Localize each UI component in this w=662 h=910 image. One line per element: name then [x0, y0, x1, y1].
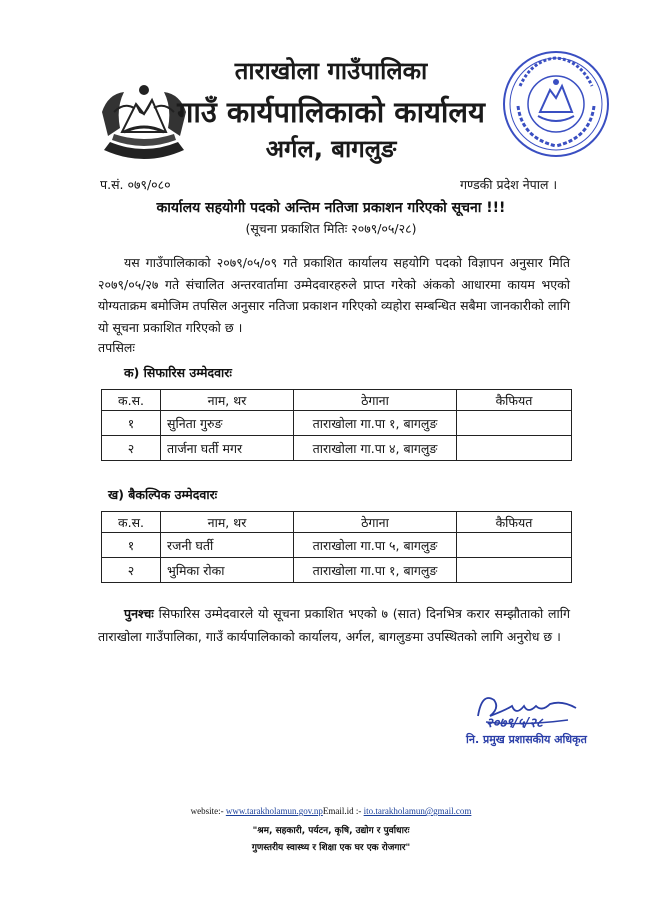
table-row: [102, 436, 572, 461]
cell-name: सुनिता गुरुङ: [161, 411, 294, 436]
office-location: अर्गल, बागलुङ: [265, 135, 397, 163]
postscript-text: सिफारिस उम्मेदवारले यो सूचना प्रकाशित भएको ७ (सात) दिनभित्र करार सम्झौताको लागि ताराखोला गाउँपालिका, गाउँ कार्यपालिकाको कार्यालय, अर्गल, बागलुङमा उपस्थितको लागि अनुरोध छ ।: [98, 606, 570, 644]
website-link[interactable]: www.tarakholamun.gov.np: [225, 806, 323, 816]
notice-published-date: (सूचना प्रकाशित मितिः २०७९/०५/२८): [245, 221, 417, 236]
cell-address: ताराखोला गा.पा ४, बागलुङ: [294, 436, 457, 461]
cell-sn: २: [102, 558, 161, 583]
col-name: नाम, थर: [161, 512, 294, 533]
signatory-designation: नि. प्रमुख प्रशासकीय अधिकृत: [466, 733, 587, 746]
recommended-table: [101, 389, 572, 461]
table-row: [102, 411, 572, 436]
col-sn: क.स.: [102, 512, 161, 533]
office-name: गाउँ कार्यपालिकाको कार्यालय: [177, 95, 485, 129]
cell-remarks: [457, 533, 572, 558]
cell-address: ताराखोला गा.पा १, बागलुङ: [294, 558, 457, 583]
cell-remarks: [457, 436, 572, 461]
email-link[interactable]: ito.tarakholamun@gmail.com: [363, 806, 472, 816]
signature-date: २०७९/५/२८: [486, 716, 543, 731]
cell-remarks: [457, 558, 572, 583]
alternate-table: [101, 511, 572, 583]
province-label: गण्डकी प्रदेश नेपाल ।: [460, 177, 558, 192]
recommended-heading: क) सिफारिस उम्मेदवारः: [124, 365, 232, 380]
website-label: website:-: [190, 806, 224, 816]
cell-sn: १: [102, 411, 161, 436]
cell-name: तार्जना घर्ती मगर: [161, 436, 294, 461]
postscript-label: पुनश्चः: [124, 606, 154, 621]
tapasil-label: तपसिलः: [98, 340, 135, 355]
email-label: Email.id :-: [322, 806, 362, 816]
footer-contact: [0, 806, 662, 816]
municipality-name: ताराखोला गाउँपालिका: [234, 57, 428, 85]
col-address: ठेगाना: [294, 512, 457, 533]
table-header-row: [102, 390, 572, 411]
col-address: ठेगाना: [294, 390, 457, 411]
col-sn: क.स.: [102, 390, 161, 411]
table-header-row: [102, 512, 572, 533]
cell-name: रजनी घर्ती: [161, 533, 294, 558]
col-remarks: कैफियत: [457, 390, 572, 411]
notice-title: कार्यालय सहयोगी पदको अन्तिम नतिजा प्रकाशन गरिएको सूचना !!!: [156, 200, 506, 216]
footer-slogan-line1: "श्रम, सहकारी, पर्यटन, कृषि, उद्योग र पुर्वाधारः: [252, 826, 410, 836]
postscript: [98, 602, 570, 648]
cell-address: ताराखोला गा.पा १, बागलुङ: [294, 411, 457, 436]
notice-body: यस गाउँपालिकाको २०७९/०५/०९ गते प्रकाशित कार्यालय सहयोगि पदको विज्ञापन अनुसार मिति २०७९/०५/२७ गते संचालित अन्तरवार्तामा उम्मेदवारहरुले प्राप्त गरेको अंकको आधारमा कायम भएको योग्यताक्रम बमोजिम तपसिल अनुसार नतिजा प्रकाशन गरिएको व्यहोरा सम्बन्धित सबैमा जानकारीको लागि यो सूचना प्रकाशित गरिएको छ ।: [98, 255, 570, 335]
cell-address: ताराखोला गा.पा ५, बागलुङ: [294, 533, 457, 558]
cell-remarks: [457, 411, 572, 436]
table-row: [102, 533, 572, 558]
cell-name: भुमिका रोका: [161, 558, 294, 583]
reference-number: प.सं. ०७९/०८०: [100, 177, 171, 192]
col-name: नाम, थर: [161, 390, 294, 411]
table-row: [102, 558, 572, 583]
alternate-heading: ख) बैकल्पिक उम्मेदवारः: [108, 487, 218, 502]
col-remarks: कैफियत: [457, 512, 572, 533]
footer-slogan-line2: गुणस्तरीय स्वास्थ्य र शिक्षा एक घर एक रोजगार": [251, 843, 411, 853]
cell-sn: २: [102, 436, 161, 461]
cell-sn: १: [102, 533, 161, 558]
